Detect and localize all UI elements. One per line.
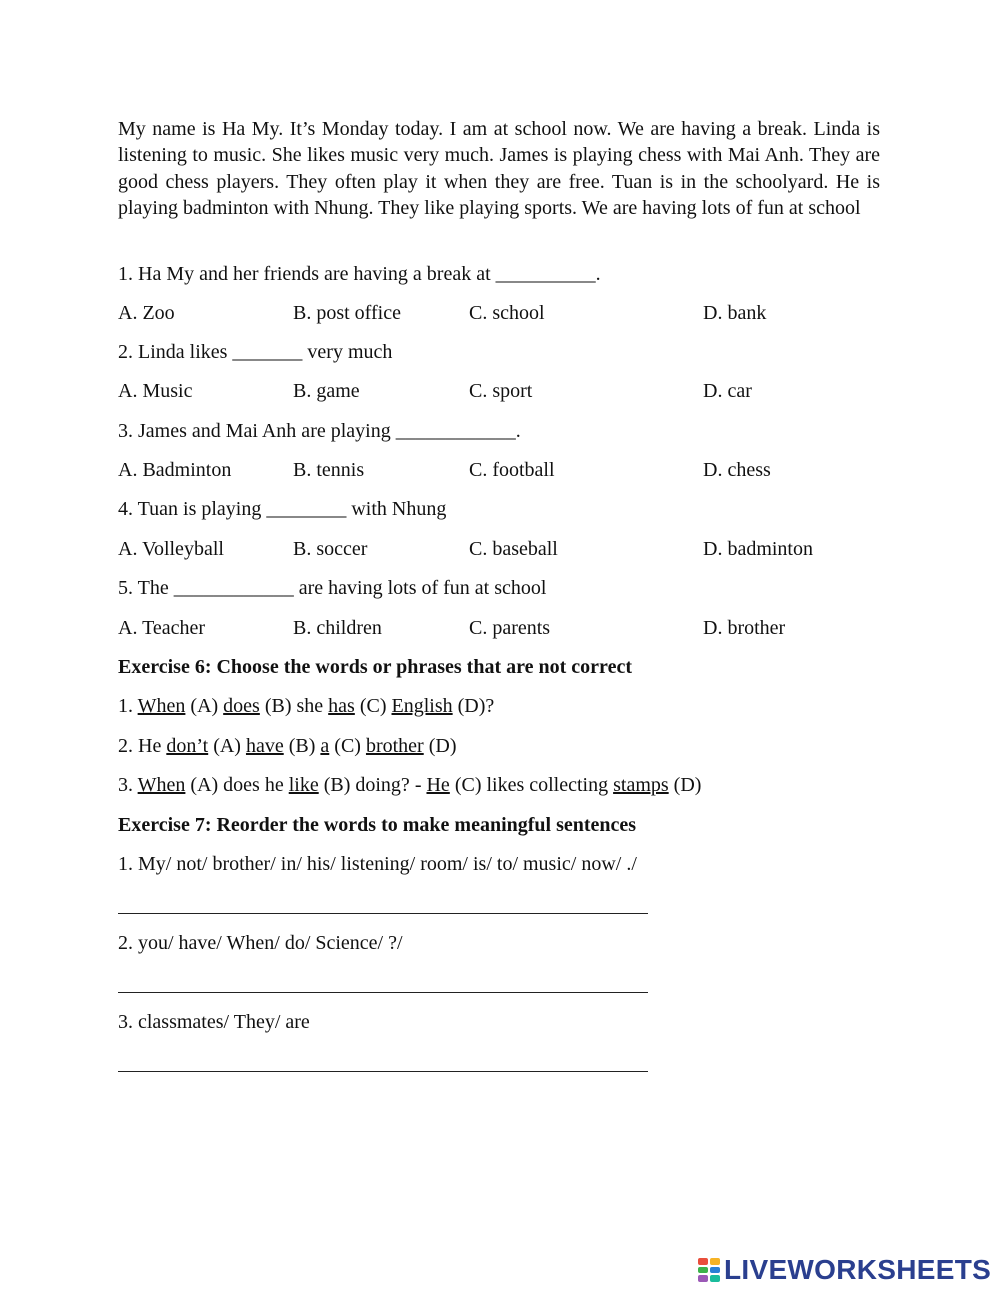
ex6-2-word-a[interactable]: don’t [166, 735, 209, 757]
q1-option-d[interactable]: D. bank [703, 302, 767, 324]
ex6-item-2 [118, 735, 456, 758]
question-1: 1. Ha My and her friends are having a break at __________. [118, 263, 601, 285]
ex6-3-mark-b: (B) doing? - [323, 774, 422, 796]
ex6-1-word-c[interactable]: has [328, 695, 355, 717]
q2-option-a[interactable]: A. Music [118, 380, 193, 402]
ex6-2-word-d[interactable]: brother [365, 735, 424, 757]
ex6-1-word-a[interactable]: When [137, 695, 186, 717]
liveworksheets-logo [698, 1255, 991, 1285]
ex6-2-mark-d: (D) [428, 735, 457, 757]
ex7-item-2: 2. you/ have/ When/ do/ Science/ ?/ [118, 932, 403, 954]
question-2: 2. Linda likes _______ very much [118, 341, 393, 363]
q4-option-a[interactable]: A. Volleyball [118, 538, 224, 560]
ex6-1-mark-a: (A) [190, 695, 219, 717]
ex6-item-3 [118, 774, 701, 797]
ex6-3-word-b[interactable]: like [288, 774, 319, 796]
q4-option-b[interactable]: B. soccer [293, 538, 368, 560]
q5-option-a[interactable]: A. Teacher [118, 617, 206, 639]
ex6-item-1 [118, 695, 494, 718]
exercise-6-title: Exercise 6: Choose the words or phrases that are not correct [118, 656, 632, 678]
ex6-3-word-a[interactable]: When [137, 774, 186, 796]
ex7-answer-line-1[interactable] [118, 913, 648, 914]
ex6-2-mark-a: (A) [213, 735, 241, 757]
q1-option-c[interactable]: C. school [469, 302, 545, 324]
ex7-item-1: 1. My/ not/ brother/ in/ his/ listening/ room/ is/ to/ music/ now/ ./ [118, 853, 637, 875]
q3-option-b[interactable]: B. tennis [293, 459, 365, 481]
ex6-1-mark-c: (C) [359, 695, 387, 717]
exercise-7-title: Exercise 7: Reorder the words to make meaningful sentences [118, 814, 637, 836]
q1-option-a[interactable]: A. Zoo [118, 302, 175, 324]
ex6-1-word-b[interactable]: does [223, 695, 260, 717]
ex6-3-mark-c: (C) likes collecting [454, 774, 609, 796]
q5-option-b[interactable]: B. children [293, 617, 382, 639]
ex6-2-word-c[interactable]: a [320, 735, 330, 757]
question-5: 5. The ____________ are having lots of fun at school [118, 577, 547, 599]
q3-option-a[interactable]: A. Badminton [118, 459, 232, 481]
q3-option-d[interactable]: D. chess [703, 459, 771, 481]
q1-option-b[interactable]: B. post office [293, 302, 401, 324]
ex6-2-num: 2. He [118, 735, 162, 757]
ex6-3-mark-a: (A) does he [190, 774, 284, 796]
ex6-1-word-d[interactable]: English [391, 695, 453, 717]
ex6-2-mark-b: (B) [288, 735, 316, 757]
q3-option-c[interactable]: C. football [469, 459, 555, 481]
ex6-2-mark-c: (C) [334, 735, 361, 757]
ex6-3-word-d[interactable]: stamps [613, 774, 669, 796]
question-3: 3. James and Mai Anh are playing ____________. [118, 420, 521, 442]
ex7-item-3: 3. classmates/ They/ are [118, 1011, 310, 1033]
ex6-1-mark-d: (D)? [457, 695, 495, 717]
ex7-answer-line-3[interactable] [118, 1071, 648, 1072]
ex6-1-num: 1. [118, 695, 133, 717]
ex6-1-mark-b: (B) she [264, 695, 324, 717]
q5-option-c[interactable]: C. parents [469, 617, 551, 639]
q2-option-c[interactable]: C. sport [469, 380, 533, 402]
q2-option-b[interactable]: B. game [293, 380, 360, 402]
ex6-3-mark-d: (D) [673, 774, 702, 796]
ex7-answer-line-2[interactable] [118, 992, 648, 993]
ex6-3-num: 3. [118, 774, 133, 796]
q4-option-c[interactable]: C. baseball [469, 538, 558, 560]
ex6-3-word-c[interactable]: He [426, 774, 450, 796]
brand-name: LIVEWORKSHEETS [724, 1254, 992, 1285]
ex6-2-word-b[interactable]: have [245, 735, 284, 757]
question-4: 4. Tuan is playing ________ with Nhung [118, 498, 447, 520]
q4-option-d[interactable]: D. badminton [703, 538, 813, 560]
q5-option-d[interactable]: D. brother [703, 617, 786, 639]
liveworksheets-logo-icon [698, 1258, 720, 1282]
q2-option-d[interactable]: D. car [703, 380, 752, 402]
reading-passage: My name is Ha My. It’s Monday today. I am at school now. We are having a break. Linda is listening to music. She likes music very much. James is playing chess with Mai Anh. They are good chess players. They often play it when they are free. Tuan is in the schoolyard. He is playing badminton with Nhung. They like playing sports. We are having lots of fun at school [118, 118, 880, 220]
